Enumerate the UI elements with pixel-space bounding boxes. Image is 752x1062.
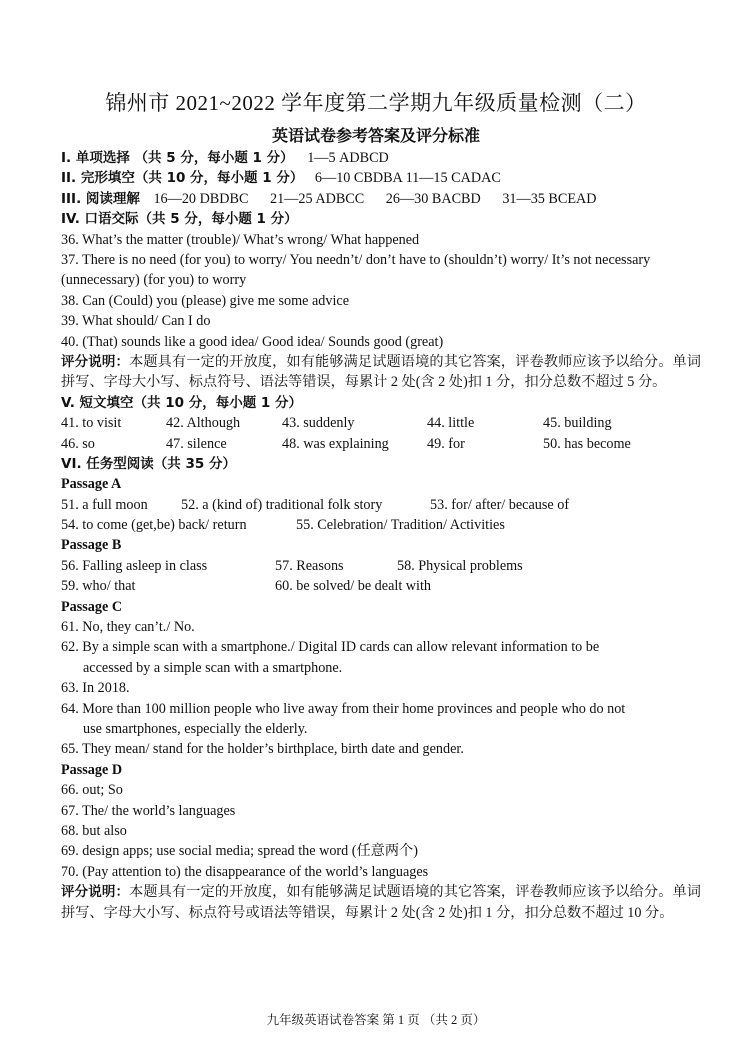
scoring-note-label: 评分说明： [61,884,130,901]
answer-67: 67. The/ the world’s languages [61,802,236,819]
section-1-answers: 1—5 ADBCD [307,150,389,166]
section-6-heading [61,454,701,474]
scoring-note-label: 评分说明： [61,353,130,370]
scoring-note-2 [61,882,701,923]
answer-70: 70. (Pay attention to) the disappearance of the world’s languages [61,863,429,880]
answer-64-continued: use smartphones, especially the elderly. [83,721,308,737]
section-3-heading: III. 阅读理解 [61,190,140,207]
answer-64: 64. More than 100 million people who live away from their home provinces and people who do not [61,700,626,717]
passage-a-label: Passage A [61,476,122,493]
answer-62-continued: accessed by a simple scan with a smartphone. [83,659,343,676]
answer-57: 57. Reasons [275,557,344,574]
answer-39: 39. What should/ Can I do [61,313,211,330]
section-5-row-2 [61,434,701,454]
answer-63: 63. In 2018. [61,680,130,697]
section-3-answer: 21—25 ADBCC [270,190,365,207]
scoring-note-1 [61,352,701,393]
answer-46: 46. so [61,435,95,452]
passage-a-row-2 [61,515,701,535]
passage-d-label: Passage D [61,761,123,778]
passage-b-row-2 [61,576,701,596]
section-3-answer: 16—20 DBDBC [153,190,249,207]
answer-47: 47. silence [166,435,227,452]
answer-43: 43. suddenly [282,415,355,432]
answer-53: 53. for/ after/ because of [430,496,570,513]
answer-36: 36. What’s the matter (trouble)/ What’s wrong/ What happened [61,231,420,248]
answer-58: 58. Physical problems [397,557,523,574]
section-2-answers: 6—10 CBDBA 11—15 CADAC [314,170,501,187]
section-5-row-1 [61,413,701,433]
section-2-heading: II. 完形填空（共 10 分，每小题 1 分） [61,170,304,187]
answer-51: 51. a full moon [61,496,148,513]
answer-42: 42. Although [166,415,241,432]
section-4-heading-text: IV. 口语交际（共 5 分，每小题 1 分） [61,211,298,228]
section-3 [61,189,701,209]
answer-48: 48. was explaining [282,435,389,452]
answer-61: 61. No, they can’t./ No. [61,619,195,636]
passage-b-label: Passage B [61,537,122,554]
answer-55: 55. Celebration/ Tradition/ Activities [296,517,505,534]
answer-69: 69. design apps; use social media; spread the word (任意两个) [61,843,418,860]
answer-37: 37. There is no need (for you) to worry/ You needn’t/ don’t have to (shouldn’t) worry/ It’s not necessary (unnecessary) (for you) to worry [61,251,651,289]
scoring-note-text: 本题具有一定的开放度，如有能够满足试题语境的其它答案，评卷教师应该予以给分。单词拼写、字母大小写、标点符号、语法等错误，每累计 2 处(含 2 处)扣 1 分，扣分总数不超过 5 分。 [61,353,701,391]
answer-body [61,148,701,923]
answer-66: 66. out; So [61,782,123,799]
answer-38: 38. Can (Could) you (please) give me some advice [61,292,350,309]
answer-49: 49. for [427,435,465,452]
section-4-heading [61,209,701,229]
section-1-heading: I. 单项选择 （共 5 分，每小题 1 分） [61,150,294,166]
section-3-answer: 31—35 BCEAD [502,190,597,207]
page-title: 锦州市 2021~2022 学年度第二学期九年级质量检测（二） [105,91,647,115]
section-6-heading-text: VI. 任务型阅读（共 35 分） [61,455,236,472]
answer-60: 60. be solved/ be dealt with [275,578,432,595]
page-footer: 九年级英语试卷答案 第 1 页 （共 2 页） [266,1013,486,1027]
page-subtitle: 英语试卷参考答案及评分标准 [271,128,480,145]
answer-50: 50. has become [543,435,631,452]
answer-65: 65. They mean/ stand for the holder’s birthplace, birth date and gender. [61,741,464,758]
answer-44: 44. little [427,415,475,432]
section-3-answer: 26—30 BACBD [385,190,481,207]
answer-52: 52. a (kind of) traditional folk story [181,496,383,513]
answer-45: 45. building [543,415,612,432]
answer-54: 54. to come (get,be) back/ return [61,517,247,534]
section-2 [61,168,701,188]
answer-40: 40. (That) sounds like a good idea/ Good idea/ Sounds good (great) [61,333,444,350]
section-5-heading [61,393,701,413]
passage-c-label: Passage C [61,598,123,615]
answer-68: 68. but also [61,822,127,839]
section-1 [61,148,701,168]
passage-a-row-1 [61,495,701,515]
passage-b-row-1 [61,556,701,576]
section-5-heading-text: V. 短文填空（共 10 分，每小题 1 分） [61,394,303,411]
answer-62: 62. By a simple scan with a smartphone./ Digital ID cards can allow relevant information to be [61,639,600,656]
answer-59: 59. who/ that [61,578,136,595]
answer-56: 56. Falling asleep in class [61,557,208,574]
answer-41: 41. to visit [61,415,122,432]
scoring-note-text: 本题具有一定的开放度，如有能够满足试题语境的其它答案，评卷教师应该予以给分。单词拼写、字母大小写、标点符号或语法等错误，每累计 2 处(含 2 处)扣 1 分，扣分总数不超过 10 分。 [61,884,701,921]
